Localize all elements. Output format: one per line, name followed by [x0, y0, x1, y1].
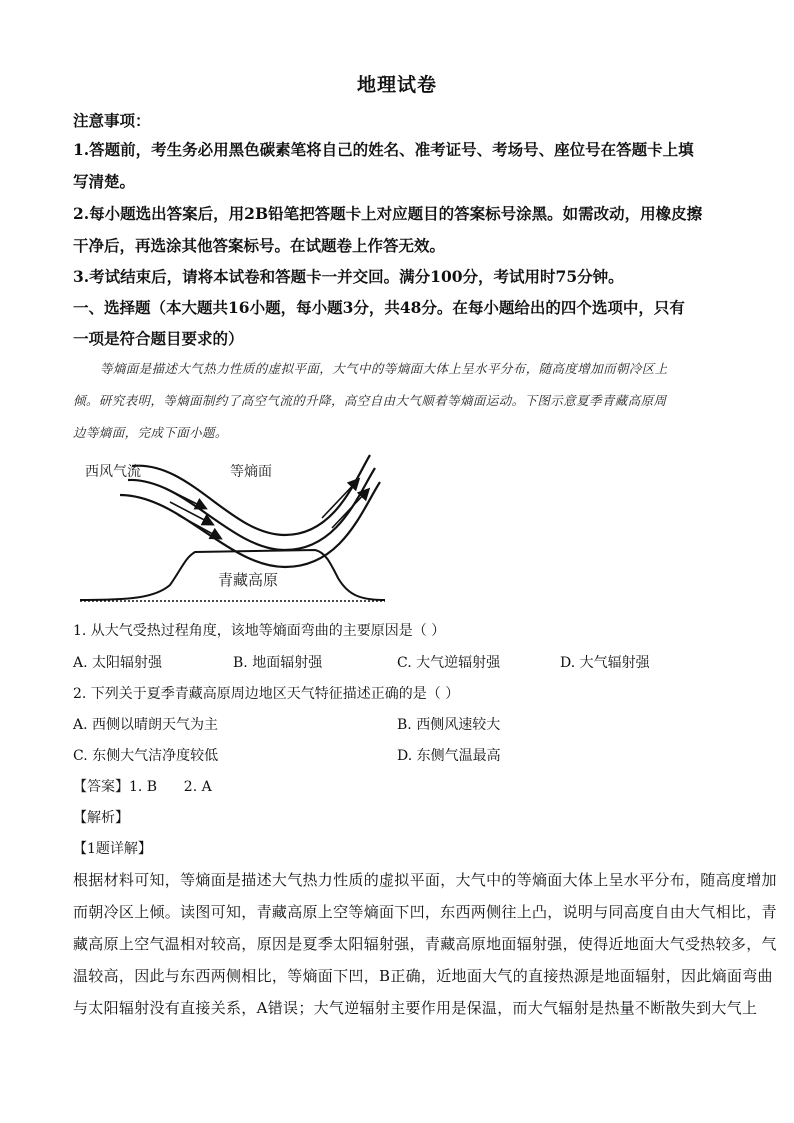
analysis-sub-label: 【1题详解】: [73, 841, 152, 857]
question-2-stem: 2. 下列关于夏季青藏高原周边地区天气特征描述正确的是（ ）: [73, 686, 460, 702]
question-2-option-a: A. 西侧以晴朗天气为主: [73, 717, 219, 733]
question-1-option-a: A. 太阳辐射强: [73, 655, 163, 671]
explanation-line-3: 藏高原上空气温相对较高，原因是夏季太阳辐射强，青藏高原地面辐射强，使得近地面大气受热较多，气: [73, 935, 777, 953]
answer-value: 1. B 2. A: [129, 779, 212, 795]
figure-label-wind: 西风气流: [85, 464, 141, 480]
figure-label-plateau: 青藏高原: [218, 571, 279, 589]
question-1-option-c: C. 大气逆辐射强: [397, 655, 501, 671]
question-2-option-b: B. 西侧风速较大: [397, 717, 501, 733]
notice-heading: 注意事项：: [73, 111, 151, 130]
notice-line-1: 1.答题前，考生务必用黑色碳素笔将自己的姓名、准考证号、考场号、座位号在答题卡上填: [73, 140, 694, 159]
page-title: 地理试卷: [356, 74, 437, 96]
question-2-option-d: D. 东侧气温最高: [397, 748, 501, 764]
question-1-stem: 1. 从大气受热过程角度，该地等熵面弯曲的主要原因是（ ）: [73, 623, 446, 639]
material-line-3: 边等熵面，完成下面小题。: [73, 425, 228, 440]
answer-row: [73, 776, 212, 796]
analysis-label: 【解析】: [73, 810, 129, 826]
material-line-1: 等熵面是描述大气热力性质的虚拟平面，大气中的等熵面大体上呈水平分布，随高度增加而朝冷区上: [100, 361, 668, 376]
answer-label: 【答案】: [73, 779, 129, 795]
question-1-option-b: B. 地面辐射强: [233, 655, 323, 671]
section-heading-line-2: 一项是符合题目要求的）: [73, 329, 244, 348]
explanation-line-5: 与太阳辐射没有直接关系，A错误；大气逆辐射主要作用是保温，而大气辐射是热量不断散失到大气上: [73, 999, 758, 1017]
notice-line-3: 2.每小题选出答案后，用2B铅笔把答题卡上对应题目的答案标号涂黑。如需改动，用橡皮擦: [73, 204, 703, 223]
section-heading-line-1: 一、选择题（本大题共16小题，每小题3分，共48分。在每小题给出的四个选项中，只有: [73, 298, 685, 317]
notice-line-5: 3.考试结束后，请将本试卷和答题卡一并交回。满分100分，考试用时75分钟。: [73, 267, 624, 286]
notice-line-2: 写清楚。: [73, 172, 136, 191]
question-2-option-c: C. 东侧大气洁净度较低: [73, 748, 219, 764]
question-1-option-d: D. 大气辐射强: [560, 655, 650, 671]
figure-label-surface: 等熵面: [230, 464, 272, 480]
isentropic-figure: [70, 450, 390, 610]
explanation-line-1: 根据材料可知，等熵面是描述大气热力性质的虚拟平面，大气中的等熵面大体上呈水平分布，随高度增加: [73, 871, 777, 889]
arrow-4: [322, 480, 358, 518]
notice-line-4: 干净后，再选涂其他答案标号。在试题卷上作答无效。: [73, 236, 446, 255]
explanation-line-4: 温较高，因此与东西两侧相比，等熵面下凹，B正确，近地面大气的直接热源是地面辐射，因此熵面弯曲: [73, 967, 773, 985]
material-line-2: 倾。研究表明，等熵面制约了高空气流的升降，高空自由大气顺着等熵面运动。下图示意夏季青藏高原周: [73, 393, 667, 408]
explanation-line-2: 而朝冷区上倾。读图可知，青藏高原上空等熵面下凹，东西两侧往上凸，说明与同高度自由大气相比，青: [73, 903, 777, 921]
